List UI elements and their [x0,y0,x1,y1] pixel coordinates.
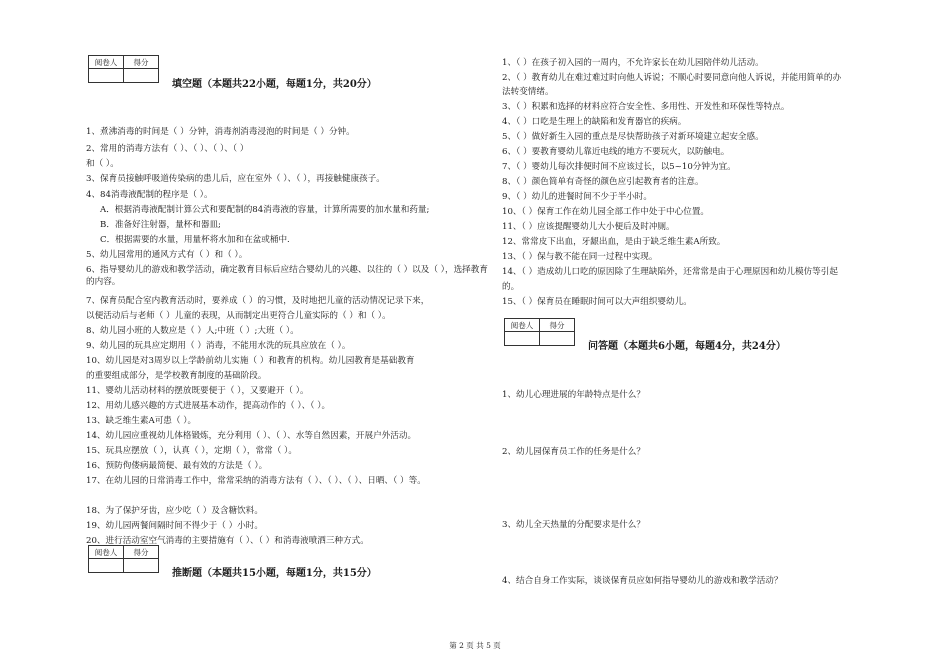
judge-question: 5、（ ）做好新生入园的重点是尽快帮助孩子对新环境建立起安全感。 [502,132,764,142]
score-box-grader-label: 阅卷人 [89,56,124,69]
score-box-grader-cell [89,69,124,83]
fill-question: 6、指导婴幼儿的游戏和教学活动，确定教育目标后应结合婴幼儿的兴趣、以往的（ ）以及（ ），选择教育的内容。 [86,265,488,287]
page-number: 第 2 页 共 5 页 [449,641,501,650]
score-box-score-label: 得分 [124,546,159,559]
judge-question: 15、（ ）保育员在睡眠时间可以大声组织婴幼儿。 [502,297,692,307]
judge-question: 8、（ ）颜色简单有奇怪的颜色应引起教育者的注意。 [502,177,704,187]
judge-question: 14、（ ）造成幼儿口吃的原因除了生理缺陷外，还常常是由于心理原因和幼儿模仿等引起 [502,267,838,277]
score-box-fill [88,55,159,83]
score-box-qa [504,318,575,346]
fill-question: 7、保育员配合室内教育活动时，要养成（ ）的习惯，及时地把儿童的活动情况记录下来， [86,296,430,306]
fill-question: 13、缺乏维生素A可患（ ）。 [86,416,197,426]
fill-question: 3、保育员接触呼吸道传染病的患儿后，应在室外（ ）、（ ），再接触健康孩子。 [86,174,385,184]
fill-question: 19、幼儿园两餐间隔时间不得少于（ ）小时。 [86,521,263,531]
fill-section-title: 填空题（本题共22小题，每题1分，共20分） [172,79,377,90]
qa-section-title: 问答题（本题共6小题，每题4分，共24分） [588,341,786,352]
fill-question: 2、常用的消毒方法有（ ）、（ ）、（ ）、（ ） [86,144,249,154]
judge-section-title: 推断题（本题共15小题，每题1分，共15分） [172,568,377,579]
judge-question: 13、（ ）保与教不能在同一过程中实现。 [502,252,658,262]
judge-question: 法转变情绪。 [502,87,554,97]
fill-question: 8、幼儿园小班的人数应是（ ）人;中班（ ）;大班（ ）。 [86,326,299,336]
fill-question: 18、为了保护牙齿，应少吃（ ）及含糖饮料。 [86,506,263,516]
judge-question: 7、（ ）婴幼儿每次排便时间不应该过长，以5~10分钟为宜。 [502,162,736,172]
qa-question: 3、幼儿全天热量的分配要求是什么？ [502,520,645,530]
fill-question: 20、进行活动室空气消毒的主要措施有（ ）、（ ）和消毒液喷洒三种方式。 [86,536,369,546]
fill-question: 10、幼儿园是对3周岁以上学龄前幼儿实施（ ）和教育的机构。幼儿园教育是基础教育 [86,356,415,366]
score-box-score-cell [124,559,159,573]
fill-option: B．准备好注射器，量杯和器皿; [100,220,221,230]
fill-question: 的重要组成部分，是学校教育制度的基础阶段。 [86,371,267,381]
score-box-grader-label: 阅卷人 [505,319,540,332]
judge-question: 的。 [502,282,520,292]
score-box-score-label: 得分 [124,56,159,69]
judge-question: 10、（ ）保育工作在幼儿园全部工作中处于中心位置。 [502,207,710,217]
score-box-grader-cell [505,332,540,346]
judge-question: 4、（ ）口吃是生理上的缺陷和发育器官的疾病。 [502,117,687,127]
score-box-score-cell [540,332,575,346]
qa-question: 1、幼儿心理进展的年龄特点是什么？ [502,390,645,400]
fill-question: 5、幼儿园常用的通风方式有（ ）和（ ）。 [86,250,248,260]
score-box-grader-label: 阅卷人 [89,546,124,559]
score-box-grader-cell [89,559,124,573]
qa-question: 4、结合自身工作实际，谈谈保育员应如何指导婴幼儿的游戏和教学活动？ [502,576,783,586]
fill-question: 和（ ）。 [86,159,119,169]
score-box-judge [88,545,159,573]
judge-question: 9、（ ）幼儿的进餐时间不少于半小时。 [502,192,652,202]
fill-question: 1、煮沸消毒的时间是（ ）分钟，消毒剂消毒浸泡的时间是（ ）分钟。 [86,127,355,137]
judge-question: 3、（ ）积累和选择的材料应符合安全性、多用性、开发性和环保性等特点。 [502,102,790,112]
score-box-score-label: 得分 [540,319,575,332]
fill-question: 15、玩具应摆放（ ），认真（ ），定期（ ），常常（ ）。 [86,446,297,456]
fill-option: A．根据消毒液配制计算公式和要配制的84消毒液的容量，计算所需要的加水量和药量; [100,205,430,215]
judge-question: 12、常常皮下出血，牙龈出血，是由于缺乏维生素A所致。 [502,237,726,247]
judge-question: 2、（ ）教育幼儿在难过难过时向他人诉说；不顺心时要同意向他人诉说，并能用简单的办 [502,73,842,83]
fill-question: 16、预防佝偻病最简便、最有效的方法是（ ）。 [86,461,268,471]
fill-question: 4、84消毒液配制的程序是（ ）。 [86,190,213,200]
judge-question: 1、（ ）在孩子初入园的一周内，不允许家长在幼儿园陪伴幼儿活动。 [502,58,764,68]
qa-question: 2、幼儿园保育员工作的任务是什么？ [502,447,645,457]
judge-question: 11、（ ）应该提醒婴幼儿大小便后及时冲厕。 [502,222,675,232]
fill-question: 以便活动后与老师（ ）儿童的表现，从而制定出更符合儿童实际的（ ）和（ ）。 [86,311,391,321]
fill-question: 12、用幼儿感兴趣的方式进展基本动作，提高动作的（ ）、（ ）。 [86,401,331,411]
fill-question: 11、婴幼儿活动材料的摆放既要便于（ ），又要避开（ ）。 [86,386,309,396]
fill-question: 14、幼儿园应重视幼儿体格锻炼，充分利用（ ）、（ ）、水等自然因素，开展户外活动。 [86,431,417,441]
score-box-score-cell [124,69,159,83]
fill-option: C．根据需要的水量，用量杯将水加和在盆或桶中. [100,235,290,245]
fill-question: 9、幼儿园的玩具应定期用（ ）消毒，不能用水洗的玩具应放在（ ）。 [86,341,351,351]
fill-question: 17、在幼儿园的日常消毒工作中，常常采纳的消毒方法有（ ）、（ ）、（ ）、日晒、（ ）等。 [86,476,426,486]
judge-question: 6、（ ）要教育婴幼儿靠近电线的地方不要玩火，以防触电。 [502,147,730,157]
